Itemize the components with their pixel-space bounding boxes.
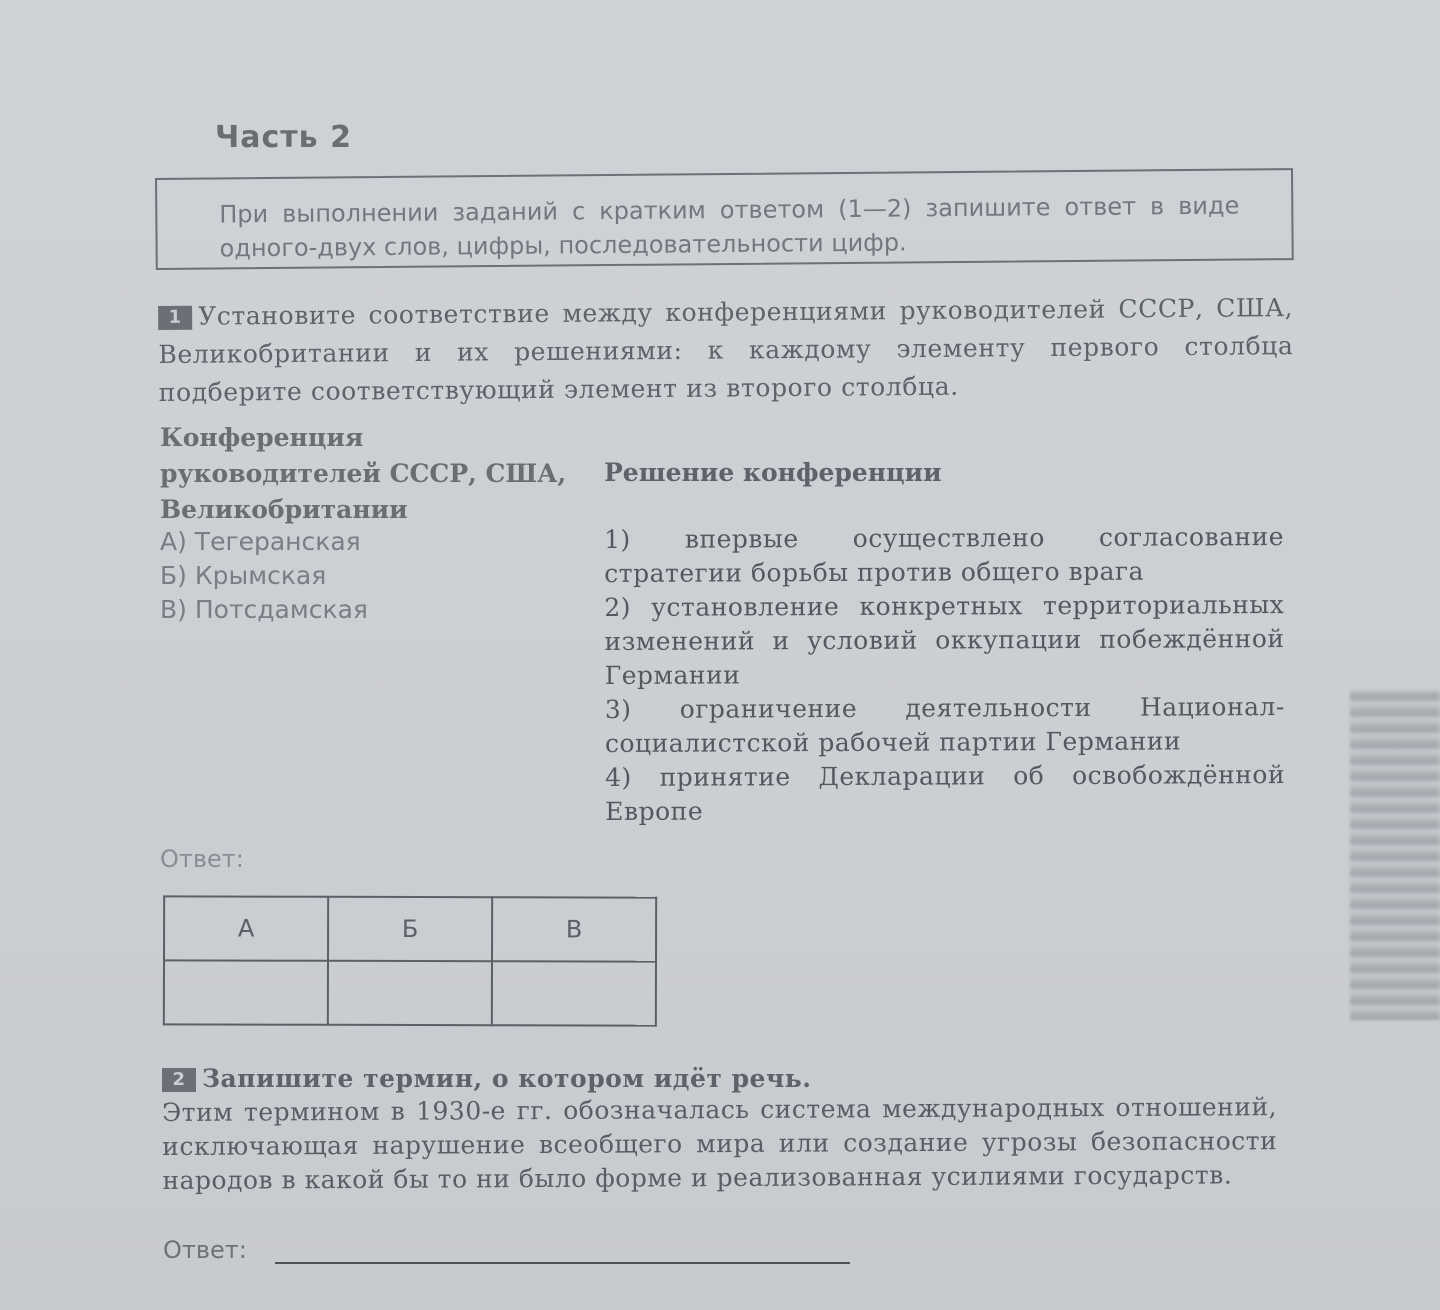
answer-table: [163, 895, 657, 1026]
conference-list: [160, 525, 368, 627]
answer-header-cell: Б: [328, 897, 492, 961]
answer-input-cell[interactable]: [164, 960, 328, 1024]
decision-item: 4) принятие Декларации об освобождённой Европе: [605, 760, 1286, 826]
instruction-text: При выполнении заданий с кратким ответом (1—2) запишите ответ в виде одного-двух слов, цифры, последовательности цифр.: [219, 191, 1240, 263]
decision-list: [604, 520, 1285, 829]
part-title: Часть 2: [215, 120, 352, 155]
question-2-heading-text: Запишите термин, о котором идёт речь.: [202, 1064, 812, 1093]
question-2-text: Этим термином в 1930-е гг. обозначалась система международных отношений, исключающая нарушение всеобщего мира или создание угрозы безопасности народов в какой бы то ни было форме и реализованная усилиями государств.: [162, 1092, 1278, 1195]
answer-input-cell[interactable]: [492, 961, 656, 1025]
answer-header-cell: А: [164, 896, 328, 960]
conference-item: В) Потсдамская: [160, 595, 368, 624]
answer-2-label: Ответ:: [163, 1236, 247, 1264]
instruction-box: [155, 168, 1294, 270]
decision-item: 1) впервые осуществлено согласование стратегии борьбы против общего врага: [604, 522, 1285, 588]
conference-item: А) Тегеранская: [160, 527, 361, 556]
page-edge-shadow: [1350, 690, 1440, 1020]
question-number-badge: 1: [158, 306, 192, 330]
answer-2-line[interactable]: [275, 1262, 850, 1264]
answer-header-cell: В: [492, 897, 656, 961]
conference-item: Б) Крымская: [160, 561, 327, 590]
answer-table-input-row: [164, 960, 656, 1025]
answer-table-header-row: [164, 896, 656, 961]
question-number-badge: 2: [162, 1068, 196, 1092]
question-1-text: Установите соответствие между конференциями руководителей СССР, США, Великобритании и их решениями: к каждому элементу первого столбца подберите соответствующий элемент из второго столбца.: [158, 293, 1294, 407]
question-2-heading: [162, 1062, 811, 1096]
answer-input-cell[interactable]: [328, 961, 492, 1025]
right-column-header: Решение конференции: [604, 458, 942, 487]
question-1: [158, 289, 1294, 412]
left-column-header: Конференция руководителей СССР, США, Великобритании: [160, 423, 567, 524]
decision-item: 2) установление конкретных территориальных изменений и условий оккупации побеждённой Германии: [604, 590, 1285, 690]
answer-label: Ответ:: [160, 845, 244, 873]
decision-item: 3) ограничение деятельности Национал-социалистской рабочей партии Германии: [604, 692, 1285, 758]
